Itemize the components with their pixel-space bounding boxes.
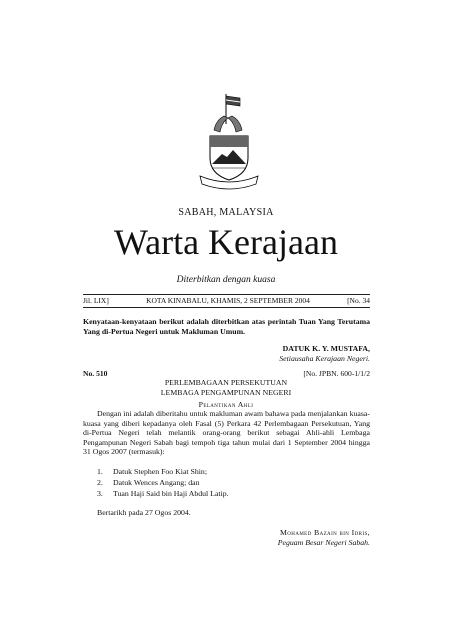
volume-label: Jil. LIX] [83,296,109,305]
member-list [97,466,229,499]
gazette-title: Warta Kerajaan [114,222,338,262]
signatory-bottom [278,528,370,548]
signatory-top [279,344,370,364]
dated-line: Bertarikh pada 27 Ogos 2004. [97,508,191,517]
entry-number: No. 510 [83,369,108,378]
gazette-subtitle: Diterbitkan dengan kuasa [176,275,276,285]
signatory-bottom-title: Peguam Besar Negeri Sabah. [277,538,370,547]
list-item: 3. Tuan Haji Said bin Haji Abdul Latip. [97,489,229,498]
country-label: SABAH, MALAYSIA [178,207,274,218]
entry-heading [0,378,452,410]
signatory-top-title: Setiausaha Kerajaan Negeri. [279,354,370,363]
place-date: KOTA KINABALU, KHAMIS, 2 SEPTEMBER 2004 [146,296,310,305]
heading-board: LEMBAGA PENGAMPUNAN NEGERI [160,387,292,397]
heading-appointment: Pelantikan Ahli [198,400,254,409]
signatory-bottom-name: Mohamed Bazain bin Idris, [279,528,370,537]
rule-bottom [83,307,370,308]
issue-meta [83,296,370,305]
list-item: 2. Datuk Wences Angang; dan [97,478,200,487]
heading-constitution: PERLEMBAGAAN PERSEKUTUAN [164,378,288,387]
signatory-top-name: DATUK K. Y. MUSTAFA, [282,344,370,353]
issue-number: [No. 34 [347,296,370,305]
sabah-coat-of-arms [196,92,262,190]
list-item: 1. Datuk Stephen Foo Kiat Shin; [97,467,207,476]
entry-header [83,369,370,378]
publication-notice: Kenyataan-kenyataan berikut adalah diterbitkan atas perintah Tuan Yang Terutama Yang di-Pertua Negeri untuk Makluman Umum. [83,317,370,336]
entry-reference: [No. JPBN. 600-1/1/2 [303,369,370,378]
rule-top [83,294,370,295]
entry-body: Dengan ini adalah diberitahu untuk makluman awam bahawa pada menjalankan kuasa-kuasa yang diberi kepadanya oleh Fasal (5) Perkara 42 Perlembagaan Persekutuan, Yang di-Pertua Negeri telah melantik orang-orang berikut sebagai Ahli-ahli Lembaga Pengampunan Negeri Sabah bagi tempoh tiga tahun mulai dari 1 September 2004 hingga 31 Ogos 2007 (termasuk): [83,409,370,457]
